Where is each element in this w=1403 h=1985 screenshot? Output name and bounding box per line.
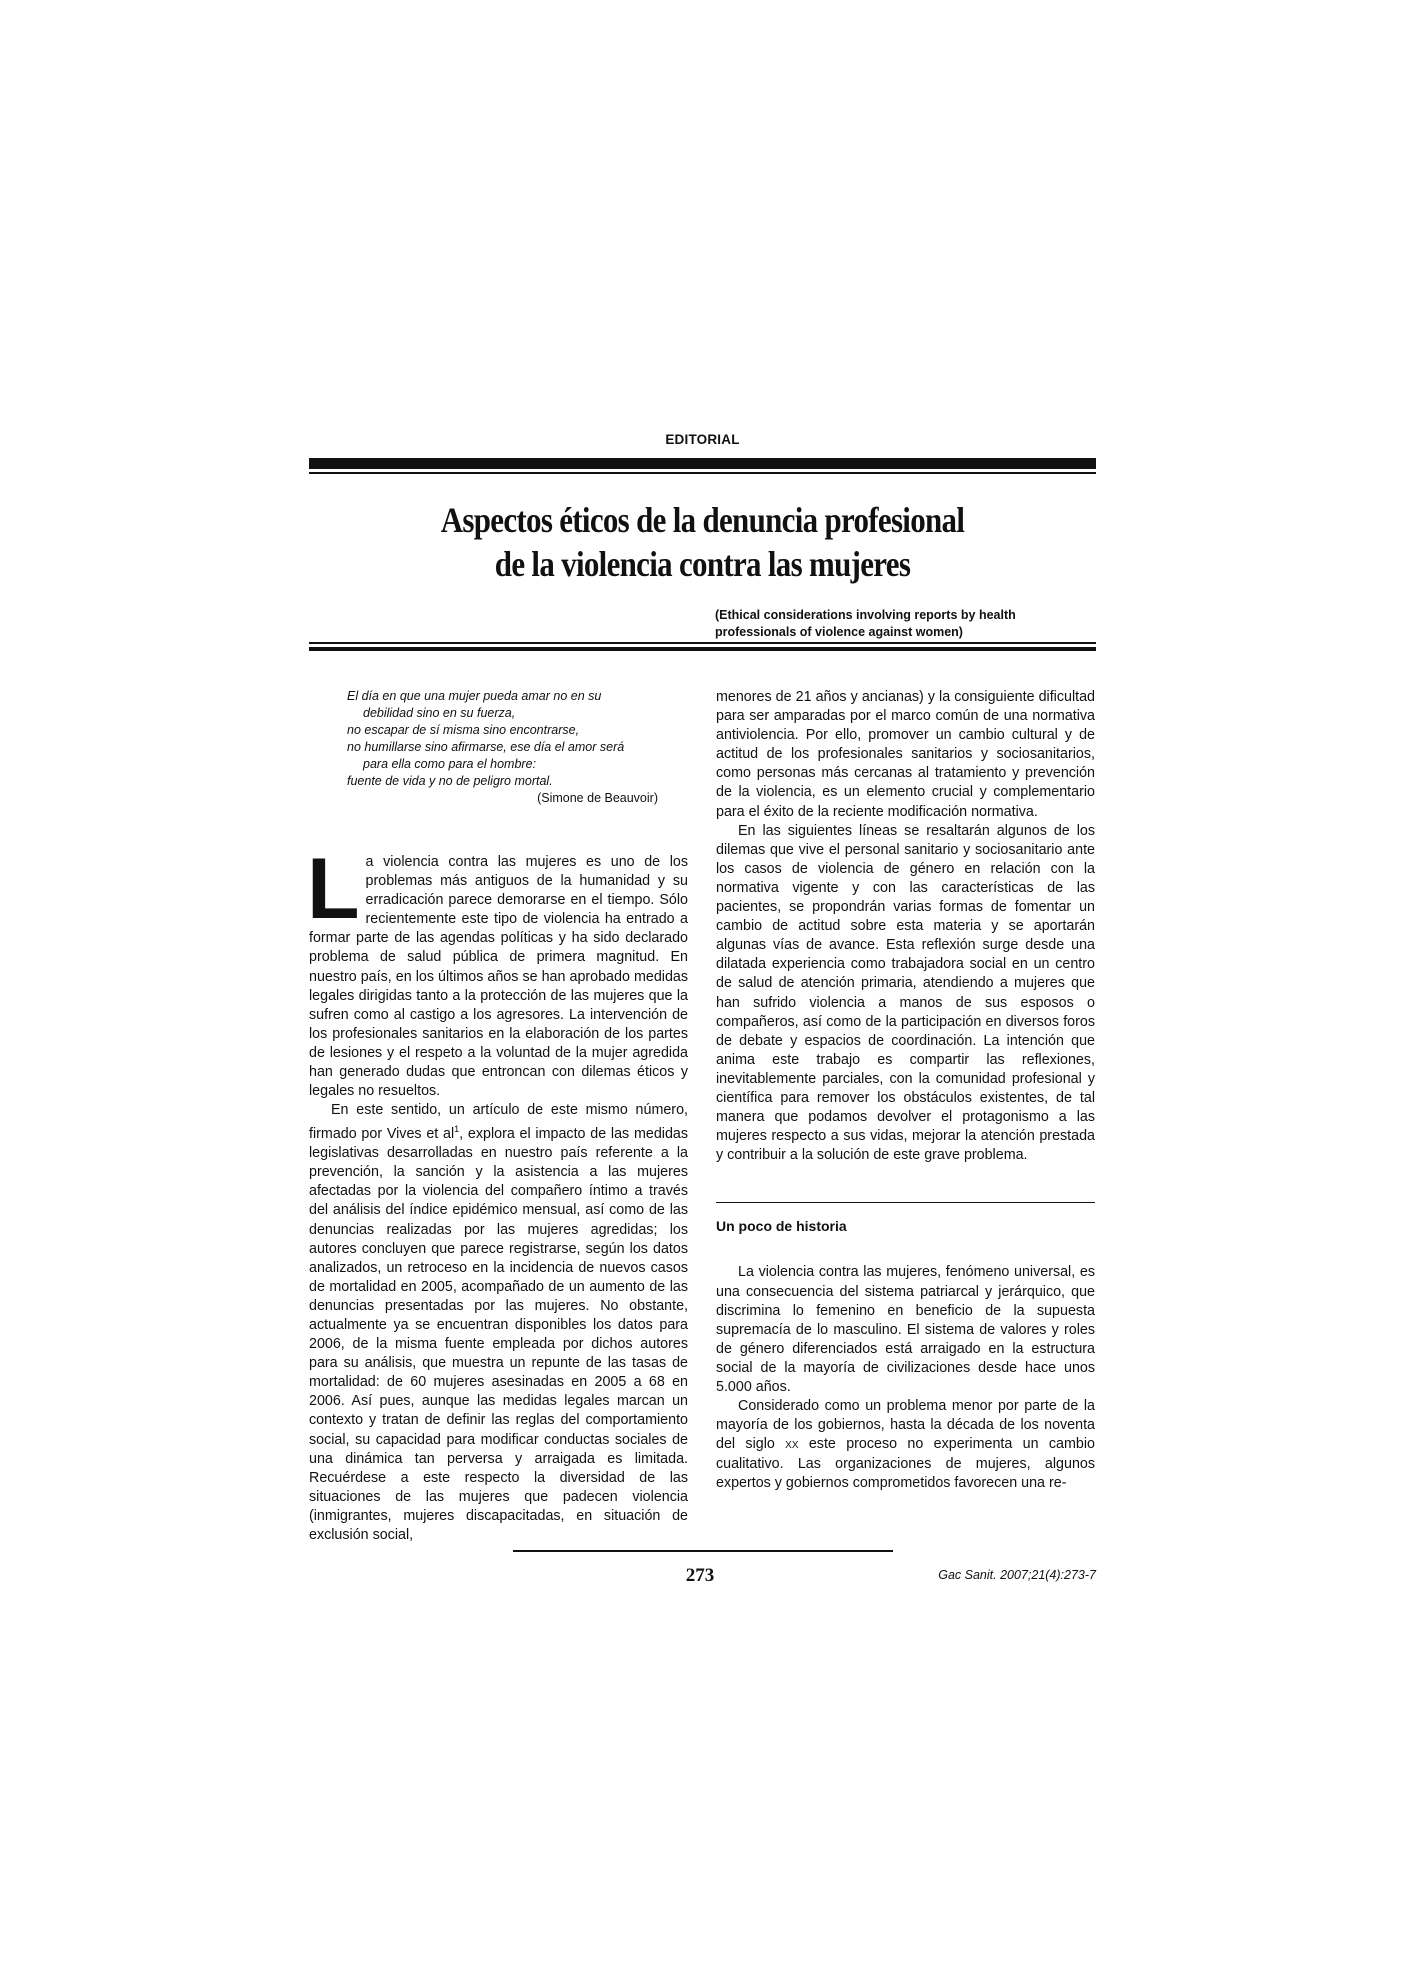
epigraph-line: fuente de vida y no de peligro mortal. bbox=[347, 774, 553, 788]
epigraph-line: no escapar de sí misma sino encontrarse, bbox=[347, 723, 580, 737]
epigraph-line: para ella como para el hombre: bbox=[363, 757, 537, 771]
title-line-2: de la violencia contra las mujeres bbox=[494, 544, 911, 584]
paragraph bbox=[309, 1101, 688, 1545]
section-label: EDITORIAL bbox=[665, 432, 740, 447]
paragraph: La violencia contra las mujeres, fenómeno universal, es una consecuencia del sistema patriarcal y jerárquico, que discrimina lo femenino en beneficio de la supuesta supremacía de lo masculino. El sistema de valores y roles de género diferenciados está arraigado en la estructura social de la mayoría de civilizaciones desde hace unos 5.000 años. bbox=[716, 1264, 1095, 1395]
paragraph: menores de 21 años y ancianas) y la consiguiente dificultad para ser amparadas por el marco común de una normativa antiviolencia. Por ello, promover un cambio cultural y de actitud de los profesionales sanitarios y sociosanitarios, como personas más cercanas al tratamiento y prevención de la violencia, es un elemento crucial y complementario para el éxito de la reciente modificación normativa. bbox=[716, 689, 1095, 820]
section-heading: Un poco de historia bbox=[716, 1218, 847, 1235]
paragraph-text: este proceso no experimenta un cambio cualitativo. Las organizaciones de mujeres, algunos expertos y gobiernos comprometidos favorecen una re- bbox=[716, 1436, 1095, 1492]
paragraph-text: En este sentido, un artículo de este mismo número, firmado por Vives et al bbox=[309, 1102, 688, 1143]
epigraph-line: debilidad sino en su fuerza, bbox=[363, 706, 516, 720]
epigraph bbox=[347, 688, 688, 807]
epigraph-line: El día en que una mujer pueda amar no en su bbox=[347, 689, 602, 703]
paragraph-text: Considerado como un problema menor por parte de la mayoría de los gobiernos, hasta la década de los noventa del siglo bbox=[716, 1398, 1095, 1453]
paragraph bbox=[716, 1397, 1095, 1493]
paragraph: En las siguientes líneas se resaltarán algunos de los dilemas que vive el personal sanitario y sociosanitario ante los casos de violencia de género en relación con la normativa vigente y con las características de las pacientes, se propondrán varias formas de fomentar un cambio de actitud sobre esta materia y se aportarán algunas vías de avance. Esta reflexión surge desde una dilatada experiencia como trabajadora social en un centro de salud de atención primaria, atendiendo a mujeres que han sufrido violencia a manos de sus esposos o compañeros, así como de la participación en diversos foros de debate y espacios de coordinación. La intención que anima este trabajo es compartir las reflexiones, inevitablemente parciales, con la comunidad profesional y científica para remover los obstáculos existentes, de tal manera que podamos devolver el protagonismo a las mujeres respecto a sus vidas, mejorar la atención prestada y contribuir a la solución de este grave problema. bbox=[716, 822, 1095, 1164]
paragraph bbox=[307, 841, 688, 1101]
header-rule-thick bbox=[309, 458, 1096, 469]
left-column bbox=[309, 688, 688, 1545]
journal-citation: Gac Sanit. 2007;21(4):273-7 bbox=[938, 1568, 1096, 1582]
subtitle-rule-bottom bbox=[309, 647, 1096, 651]
subtitle-line-1: (Ethical considerations involving reports by health bbox=[715, 608, 1016, 622]
header-rule-thin bbox=[309, 472, 1096, 474]
subtitle-line-2: professionals of violence against women) bbox=[715, 625, 963, 639]
reference-mark[interactable]: 1 bbox=[454, 1124, 460, 1135]
paragraph-text: a violencia contra las mujeres es uno de los problemas más antiguos de la humanidad y su erradicación parece demorarse en el tiempo. Sólo recientemente este tipo de violencia ha entrado a formar parte de las agendas políticas y ha sido declarado problema de salud pública de primera magnitud. En nuestro país, en los últimos años se han aprobado medidas legales dirigidas tanto a la protección de las mujeres que la sufren como al castigo a los agresores. La intervención de los profesionales sanitarios en la elaboración de los partes de lesiones y el respeto a la voluntad de la mujer agredida han generado dudas que entroncan con dilemas éticos y legales no resueltos. bbox=[309, 854, 688, 1100]
page-number: 273 bbox=[685, 1565, 715, 1586]
epigraph-attribution: (Simone de Beauvoir) bbox=[537, 791, 658, 805]
english-subtitle bbox=[715, 607, 1095, 641]
footer-rule bbox=[513, 1550, 893, 1552]
article-title bbox=[364, 498, 1041, 586]
century-numeral: XX bbox=[785, 1440, 799, 1452]
subtitle-rule-top bbox=[309, 642, 1096, 644]
paragraph-text: , explora el impacto de las medidas legislativas desarrolladas en nuestro país referente a la prevención, la sanción y la asistencia a las mujeres afectadas por la violencia del compañero íntimo a través del análisis del índice epidémico mensual, así como de las denuncias realizadas por las mujeres agredidas; los autores concluyen que parece registrarse, según los datos analizados, un retroceso en la incidencia de nuevos casos de mortalidad en 2005, acompañado de un aumento de las denuncias presentadas por las mujeres. No obstante, actualmente ya se encuentran disponibles los datos para 2006, de la misma fuente empleada por dichos autores para su análisis, que muestra un repunte de las tasas de mortalidad: de 60 mujeres asesinadas en 2005 a 68 en 2006. Así pues, aunque las medidas legales marcan un contexto y tratan de definir las reglas del comportamiento social, su capacidad para modificar conductas sociales de una dinámica tan perversa y arraigada es limitada. Recuérdese a este respecto la diversidad de las situaciones de las mujeres que padecen violencia (inmigrantes, mujeres discapacitadas, en situación de exclusión social, bbox=[309, 1126, 688, 1544]
title-line-1: Aspectos éticos de la denuncia profesional bbox=[440, 500, 965, 540]
epigraph-line: no humillarse sino afirmarse, ese día el amor será bbox=[347, 740, 625, 754]
section-divider bbox=[716, 1202, 1095, 1203]
right-column bbox=[716, 688, 1095, 1494]
drop-cap: L bbox=[307, 841, 360, 937]
